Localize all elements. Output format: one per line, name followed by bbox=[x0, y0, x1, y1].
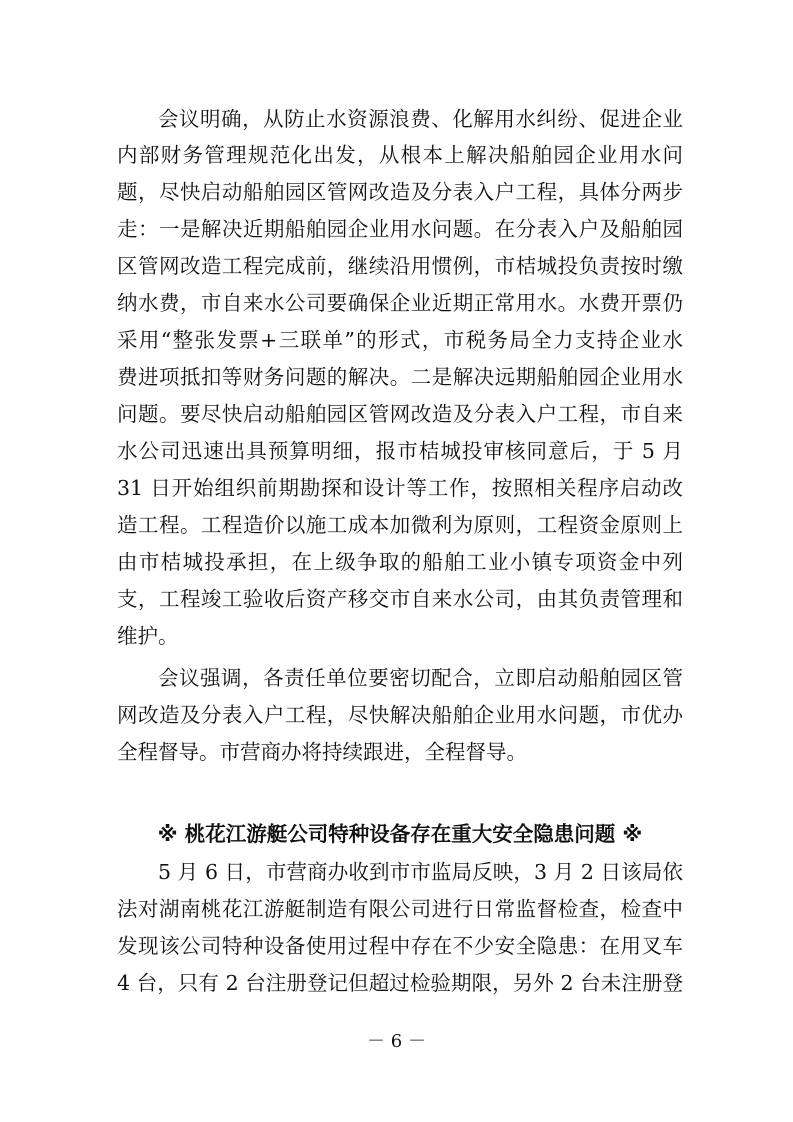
paragraph-1-line-1: 会议明确，从防止水资源浪费、化解用水纠纷、促进企业 bbox=[158, 107, 683, 131]
paragraph-1-line-4: 走：一是解决近期船舶园企业用水问题。在分表入户及船舶园 bbox=[117, 217, 683, 241]
paragraph-2-line-2: 网改造及分表入户工程，尽快解决船舶企业用水问题，市优办 bbox=[117, 703, 683, 727]
page-number: － 6 － bbox=[367, 1031, 426, 1052]
paragraph-1-line-6: 纳水费，市自来水公司要确保企业近期正常用水。水费开票仍 bbox=[117, 291, 683, 315]
paragraph-1-line-15: 维护。 bbox=[117, 624, 179, 648]
paragraph-1-line-14: 支，工程竣工验收后资产移交市自来水公司，由其负责管理和 bbox=[117, 587, 683, 611]
paragraph-1-line-10: 水公司迅速出具预算明细，报市桔城投审核同意后，于 5 月 bbox=[117, 439, 683, 463]
paragraph-1-line-2: 内部财务管理规范化出发，从根本上解决船舶园企业用水问 bbox=[117, 143, 683, 167]
paragraph-1-line-8: 费进项抵扣等财务问题的解决。二是解决远期船舶园企业用水 bbox=[117, 365, 683, 389]
paragraph-1-line-11: 31 日开始组织前期勘探和设计等工作，按照相关程序启动改 bbox=[117, 476, 683, 500]
paragraph-3-line-3: 发现该公司特种设备使用过程中存在不少安全隐患：在用叉车 bbox=[117, 934, 683, 958]
paragraph-3-line-2: 法对湖南桃花江游艇制造有限公司进行日常监督检查，检查中 bbox=[117, 897, 683, 921]
paragraph-1-line-12: 造工程。工程造价以施工成本加微利为原则，工程资金原则上 bbox=[117, 513, 683, 537]
paragraph-2-line-1: 会议强调，各责任单位要密切配合，立即启动船舶园区管 bbox=[158, 666, 683, 690]
paragraph-1-line-7: 采用“整张发票+三联单”的形式，市税务局全力支持企业水 bbox=[117, 328, 683, 352]
paragraph-1-line-9: 问题。要尽快启动船舶园区管网改造及分表入户工程，市自来 bbox=[117, 402, 683, 426]
paragraph-1-line-13: 由市桔城投承担，在上级争取的船舶工业小镇专项资金中列 bbox=[117, 550, 683, 574]
paragraph-2-line-3: 全程督导。市营商办将持续跟进，全程督导。 bbox=[117, 740, 527, 764]
section-heading: ※ 桃花江游艇公司特种设备存在重大安全隐患问题 ※ bbox=[157, 822, 643, 846]
paragraph-1-line-3: 题，尽快启动船舶园区管网改造及分表入户工程，具体分两步 bbox=[117, 180, 683, 204]
paragraph-3-line-1: 5 月 6 日，市营商办收到市市监局反映，3 月 2 日该局依 bbox=[158, 860, 683, 884]
paragraph-1-line-5: 区管网改造工程完成前，继续沿用惯例，市桔城投负责按时缴 bbox=[117, 254, 683, 278]
paragraph-3-line-4: 4 台，只有 2 台注册登记但超过检验期限，另外 2 台未注册登 bbox=[117, 971, 683, 995]
